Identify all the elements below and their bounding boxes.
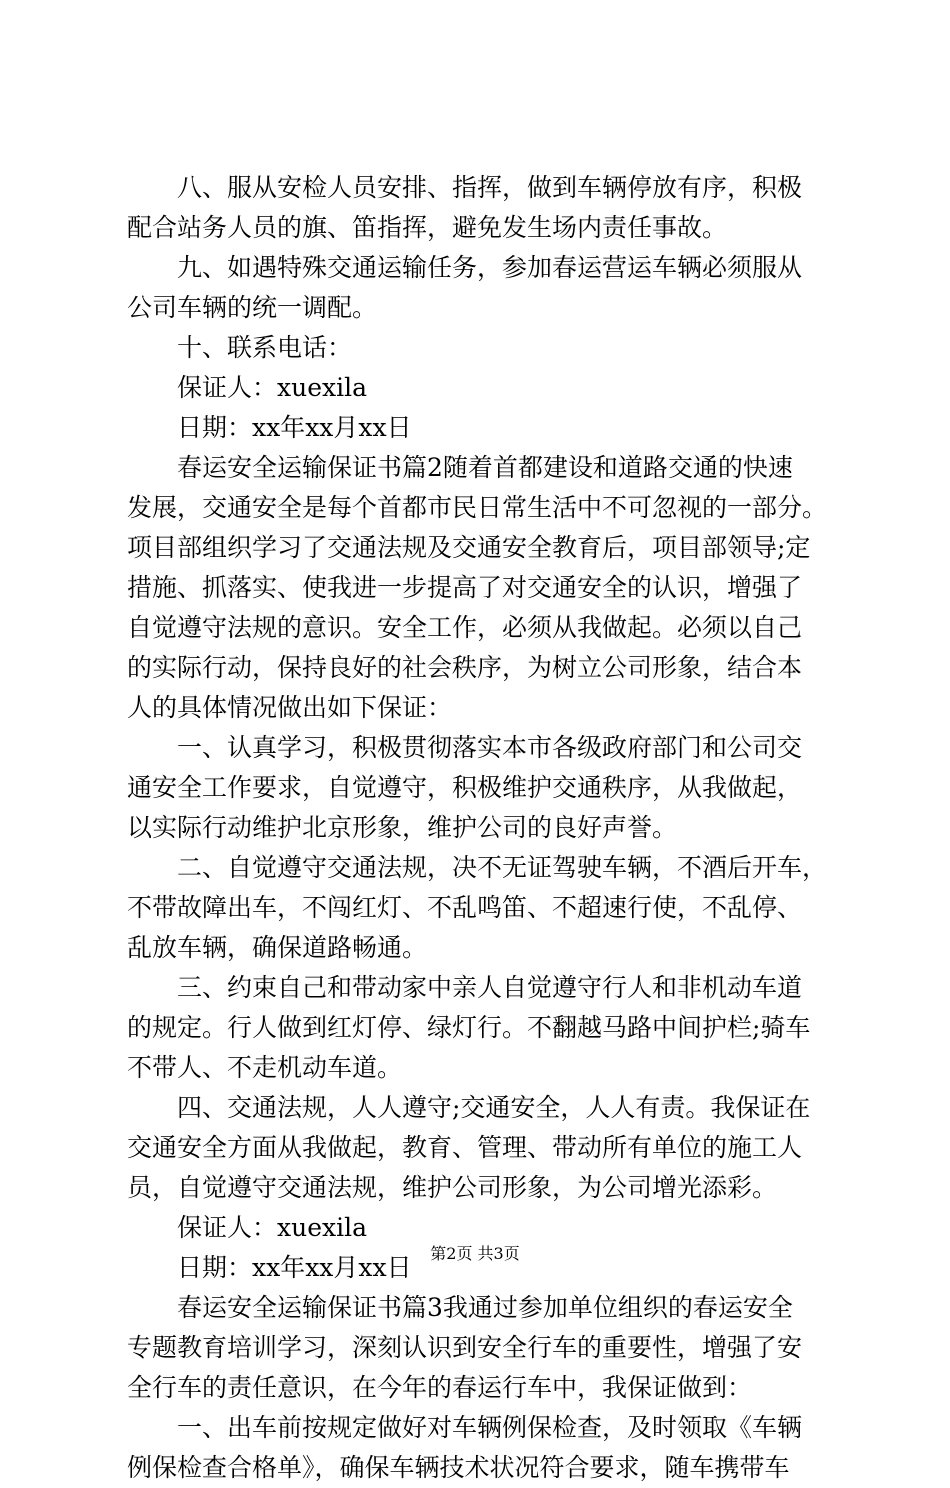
text-line: 全行车的责任意识，在今年的春运行车中，我保证做到：: [127, 1373, 753, 1402]
text-line: 保证人：xuexila: [127, 373, 367, 402]
text-line: 公司车辆的统一调配。: [127, 293, 378, 322]
text-line: 发展，交通安全是每个首都市民日常生活中不可忽视的一部分。: [127, 493, 828, 522]
text-line: 人的具体情况做出如下保证：: [127, 693, 453, 722]
text-line: 保证人：xuexila: [127, 1213, 367, 1242]
text-line: 的规定。行人做到红灯停、绿灯行。不翻越马路中间护栏;骑车: [127, 1013, 811, 1042]
text-line: 配合站务人员的旗、笛指挥，避免发生场内责任事故。: [127, 213, 728, 242]
text-line: 春运安全运输保证书篇2随着首都建设和道路交通的快速: [127, 453, 793, 482]
text-line: 员，自觉遵守交通法规，维护公司形象，为公司增光添彩。: [127, 1173, 778, 1202]
text-line: 措施、抓落实、使我进一步提高了对交通安全的认识，增强了: [127, 573, 803, 602]
text-line: 一、认真学习，积极贯彻落实本市各级政府部门和公司交: [127, 733, 803, 762]
text-line: 以实际行动维护北京形象，维护公司的良好声誉。: [127, 813, 678, 842]
text-line: 四、交通法规，人人遵守;交通安全，人人有责。我保证在: [127, 1093, 811, 1122]
text-line: 春运安全运输保证书篇3我通过参加单位组织的春运安全: [127, 1293, 793, 1322]
text-line: 九、如遇特殊交通运输任务，参加春运营运车辆必须服从: [127, 253, 803, 282]
text-line: 三、约束自己和带动家中亲人自觉遵守行人和非机动车道: [127, 973, 803, 1002]
text-line: 通安全工作要求，自觉遵守，积极维护交通秩序，从我做起，: [127, 773, 803, 802]
text-line: 专题教育培训学习，深刻认识到安全行车的重要性，增强了安: [127, 1333, 803, 1362]
text-line: 例保检查合格单》，确保车辆技术状况符合要求，随车携带车: [127, 1453, 790, 1482]
text-line: 十、联系电话：: [127, 333, 353, 362]
text-line: 乱放车辆，确保道路畅通。: [127, 933, 428, 962]
text-line: 项目部组织学习了交通法规及交通安全教育后，项目部领导;定: [127, 533, 811, 562]
text-line: 不带人、不走机动车道。: [127, 1053, 403, 1082]
document-body: [127, 168, 832, 1488]
text-line: 二、自觉遵守交通法规，决不无证驾驶车辆，不酒后开车，: [127, 853, 828, 882]
text-line: 的实际行动，保持良好的社会秩序，为树立公司形象，结合本: [127, 653, 803, 682]
text-line: 不带故障出车，不闯红灯、不乱鸣笛、不超速行使，不乱停、: [127, 893, 803, 922]
text-line: 日期：xx年xx月xx日: [127, 413, 412, 442]
page-footer: 第2页 共3页: [430, 1244, 520, 1263]
text-line: 一、出车前按规定做好对车辆例保检查，及时领取《车辆: [127, 1413, 803, 1442]
text-line: 八、服从安检人员安排、指挥，做到车辆停放有序，积极: [127, 173, 803, 202]
text-line: 日期：xx年xx月xx日: [127, 1253, 412, 1282]
text-line: 自觉遵守法规的意识。安全工作，必须从我做起。必须以自己: [127, 613, 803, 642]
text-line: 交通安全方面从我做起，教育、管理、带动所有单位的施工人: [127, 1133, 803, 1162]
